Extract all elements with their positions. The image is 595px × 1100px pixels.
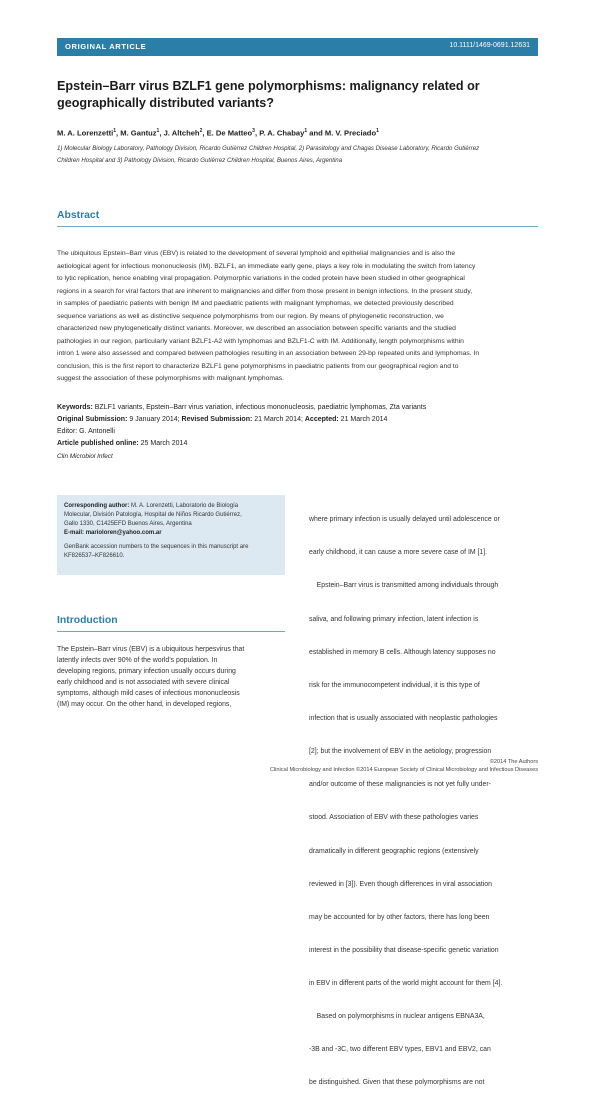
genbank-line: GenBank accession numbers to the sequences in this manuscript are (64, 543, 249, 550)
introduction-heading: Introduction (57, 615, 118, 626)
abstract-body (57, 248, 540, 386)
published-date: 25 March 2014 (140, 440, 188, 447)
corr-line: Gallo 1330, C1425EFD Buenos Aires, Argentina (64, 520, 192, 527)
body-line: early childhood, it can cause a more severe case of IM [1]. (309, 549, 488, 557)
author-name: M. Gantuz (120, 128, 157, 138)
author-name: M. V. Preciado (324, 128, 377, 138)
article-type-banner (57, 38, 538, 56)
abstract-line: pathologies in our region, particularly variant BZLF1-A2 with lymphomas and BZLF1-C with IM. Additionally, length polymorphisms within (57, 337, 464, 345)
body-line: may be accounted for by other factors, there has long been (309, 913, 490, 921)
intro-line: The Epstein–Barr virus (EBV) is a ubiquitous herpesvirus that (57, 646, 245, 653)
abstract-line: regions in a search for viral factors that are inherent to malignancies and differ from those present in benign infections. In the present study, (57, 287, 473, 295)
body-line: Based on polymorphisms in nuclear antigens EBNA3A, (309, 1013, 485, 1021)
revised-submission-date: 21 March 2014; (254, 416, 303, 423)
keywords-value: BZLF1 variants, Epstein–Barr virus variation, infectious mononucleosis, paediatric lymphomas, Zta variants (94, 404, 427, 411)
author-affil-mark: 2 (199, 128, 203, 134)
body-line: and/or outcome of these malignancies is not yet fully under- (309, 781, 491, 789)
author-affil-mark: 3 (252, 128, 255, 134)
original-submission-date: 9 January 2014; (129, 416, 180, 423)
body-line: [2]; but the involvement of EBV in the aetiology, progression (309, 748, 492, 756)
author-name: P. A. Chabay (259, 128, 305, 138)
keywords-label: Keywords: (57, 404, 93, 411)
abstract-line: intron 1 were also assessed and compared between pathologies resulting in an association between 29-bp repeated units and lymphomas. In (57, 350, 480, 357)
introduction-body (57, 644, 285, 710)
body-line: be distinguished. Given that these polymorphisms are not (309, 1079, 485, 1087)
affiliations (57, 143, 542, 167)
intro-line: symptoms, although mild cases of infectious mononucleosis (57, 690, 240, 698)
abstract-line: conclusion, this is the first report to characterize BZLF1 gene polymorphisms in paediatric patients from our geographical region and to (57, 362, 459, 370)
original-submission-label: Original Submission: (57, 416, 128, 423)
genbank-line: KF826537–KF826610. (64, 552, 125, 559)
author-affil-mark: 1 (156, 128, 160, 134)
intro-line: latently infects over 90% of the world’s population. In (57, 657, 218, 665)
abstract-line: characterized new phylogenetically distinct variants. Moreover, we described an association between specific variants and the studied (57, 325, 456, 332)
body-line: stood. Association of EBV with these pathologies varies (309, 814, 479, 822)
corr-author-text: M. A. Lorenzetti, Laboratorio de Biología (131, 503, 239, 509)
corr-line: Molecular, División Patología, Hospital de Niños Ricardo Gutiérrez, (64, 511, 242, 518)
abstract-line: aetiological agent for infectious mononucleosis (IM). BZLF1, an immediate early gene, plays a key role in modulating the switch from latency (57, 262, 476, 270)
keywords (57, 404, 540, 411)
email-label: E-mail: (64, 529, 85, 536)
body-line: dramatically in different geographic regions (extensively (309, 847, 479, 855)
author-list: M. A. Lorenzetti$^1$, M. Gantuz$^1$, J. Altcheh$^2$, E. De Matteo$^3$, P. A. Chabay$^1$ and M. V. Preciado$^1$ (57, 128, 379, 138)
doi-label[interactable]: 10.1111/1469-0691.12631 (449, 42, 530, 49)
abstract-rule (57, 226, 538, 227)
correspondence-box (57, 495, 285, 575)
copyright-line-1: ©2014 The Authors (489, 759, 538, 765)
title-line-1: Epstein–Barr virus BZLF1 gene polymorphisms: malignancy related or (57, 79, 480, 93)
author-name: E. De Matteo (206, 128, 253, 138)
published-online (57, 440, 540, 447)
title-line-2: geographically distributed variants? (57, 96, 274, 110)
abstract-line: The ubiquitous Epstein–Barr virus (EBV) is related to the development of several lymphoid and epithelial malignancies and is also the (57, 250, 456, 257)
revised-submission-label: Revised Submission: (181, 416, 253, 423)
corr-author-label: Corresponding author: (64, 503, 130, 509)
right-column-body (309, 492, 539, 1100)
article-type-label: ORIGINAL ARTICLE (65, 42, 147, 51)
body-line: reviewed in [3]). Even though differences in viral association (309, 880, 492, 888)
author-affil-mark: 1 (304, 128, 308, 134)
introduction-rule (57, 631, 285, 632)
body-line: -3B and -3C, two different EBV types, EBV1 and EBV2, can (309, 1046, 491, 1054)
body-line: risk for the immunocompetent individual, it is this type of (309, 681, 480, 689)
accepted-label: Accepted: (304, 416, 339, 423)
intro-line: developing regions, primary infection usually occurs during (57, 668, 236, 676)
affiliation-line: Children Hospital and 3) Pathology Division, Ricardo Gutiérrez Children Hospital, Buenos Aires, Argentina (57, 157, 343, 164)
body-line: in EBV in different parts of the world might account for them [4]. (309, 980, 503, 988)
body-line: interest in the possibility that disease-specific genetic variation (309, 946, 499, 954)
abstract-line: in samples of paediatric patients with benign IM and paediatric patients with malignant lymphomas, we detected previously described (57, 300, 454, 307)
accepted-date: 21 March 2014 (340, 416, 388, 423)
corr-line-1 (64, 502, 278, 511)
journal-abbrev: Clin Microbiol Infect (57, 453, 113, 460)
body-line: established in memory B cells. Although latency supposes no (309, 648, 496, 656)
author-name: J. Altcheh (163, 128, 200, 138)
submission-dates (57, 416, 540, 423)
copyright-line-2: Clinical Microbiology and Infection ©2014 European Society of Clinical Microbiology and Infectious Diseases (269, 767, 538, 773)
author-name: M. A. Lorenzetti (57, 128, 114, 138)
body-line: saliva, and following primary infection, latent infection is (309, 615, 479, 623)
body-line: Epstein–Barr virus is transmitted among individuals through (309, 582, 499, 590)
copyright-footer (138, 758, 538, 774)
published-label: Article published online: (57, 440, 139, 447)
body-line: infection that is usually associated with neoplastic pathologies (309, 714, 498, 722)
article-title (57, 78, 542, 112)
abstract-heading: Abstract (57, 210, 100, 221)
author-affil-mark: 1 (376, 128, 379, 134)
email-link[interactable]: marioloren@yahoo.com.ar (85, 529, 162, 536)
abstract-line: sequence variations as well as distinctive sequence polymorphisms from our region. By means of phylogenetic reconstruction, we (57, 312, 444, 320)
editor: Editor: G. Antonelli (57, 428, 115, 435)
abstract-line: to lytic replication, hence enabling viral propagation. Polymorphic variations in the coded protein have been studied in other geographical (57, 275, 465, 282)
body-line: where primary infection is usually delayed until adolescence or (309, 516, 500, 524)
intro-line: early childhood and is not associated with severe clinical (57, 679, 230, 687)
abstract-line: suggest the association of these polymorphisms with malignant lymphomas. (57, 375, 284, 382)
author-affil-mark: 1 (113, 128, 117, 134)
affiliation-line: 1) Molecular Biology Laboratory, Pathology Division, Ricardo Gutiérrez Children Hospital, 2) Parasitology and Chagas Disease Laboratory, Ricardo Gutiérrez (57, 145, 480, 152)
intro-line: (IM) may occur. On the other hand, in developed regions, (57, 701, 232, 709)
corr-email (64, 529, 278, 538)
